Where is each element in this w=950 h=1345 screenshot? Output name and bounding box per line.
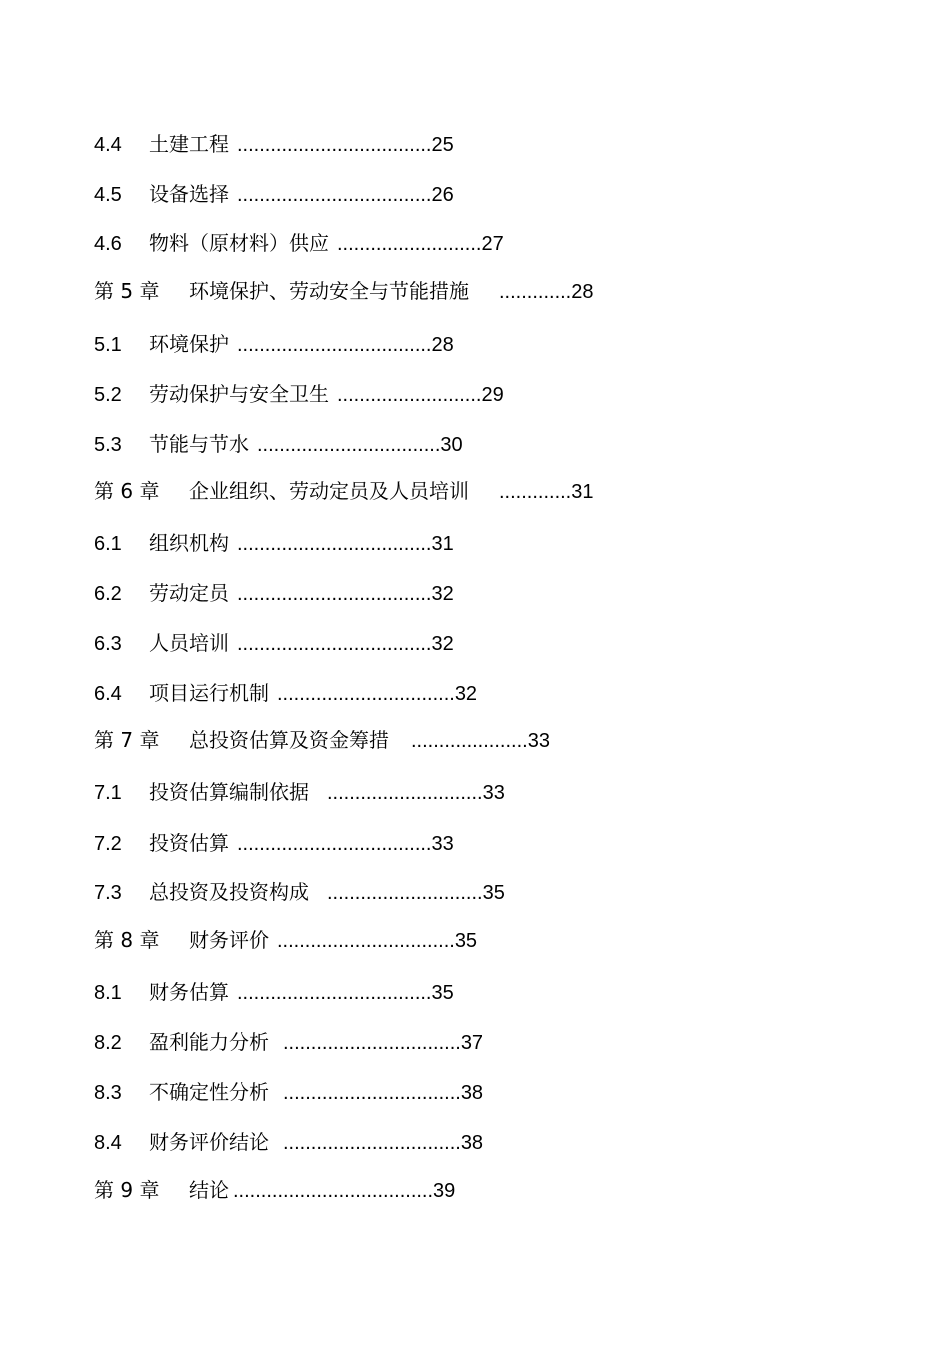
- toc-title: 环境保护: [149, 332, 229, 356]
- toc-number: 6.1: [94, 533, 122, 555]
- toc-page: 33: [431, 833, 454, 855]
- toc-title: 财务评价: [189, 928, 269, 952]
- toc-entry-5-3[interactable]: [94, 429, 463, 459]
- toc-page: 35: [454, 930, 478, 952]
- toc-chapter-7[interactable]: [94, 725, 550, 755]
- toc-number: 5.3: [94, 434, 122, 456]
- toc-number: 4.4: [94, 134, 122, 156]
- toc-title: 盈利能力分析: [149, 1030, 269, 1054]
- toc-number: 7.3: [94, 882, 122, 904]
- toc-number: 4.6: [94, 233, 122, 255]
- toc-number: 5.1: [94, 334, 122, 356]
- toc-title: 劳动定员: [149, 581, 229, 605]
- toc-leader: ....................................: [233, 1180, 434, 1202]
- toc-title: 物料（原材料）供应: [149, 231, 329, 255]
- toc-title: 结论: [189, 1178, 229, 1202]
- toc-chapter-6[interactable]: [94, 476, 594, 506]
- toc-chapter-9[interactable]: [94, 1175, 455, 1205]
- toc-chapter-number: 第 9 章: [94, 1178, 160, 1202]
- toc-title: 总投资及投资构成: [149, 880, 309, 904]
- toc-chapter-number: 第 8 章: [94, 928, 160, 952]
- toc-number: 8.4: [94, 1132, 122, 1154]
- toc-entry-7-2[interactable]: [94, 828, 454, 858]
- toc-leader: ...................................: [237, 334, 432, 356]
- toc-chapter-8[interactable]: [94, 925, 477, 955]
- toc-page: 39: [433, 1180, 456, 1202]
- toc-page: 31: [431, 533, 454, 555]
- toc-title: 项目运行机制: [149, 681, 269, 705]
- toc-leader: ............................: [327, 782, 483, 804]
- toc-entry-8-1[interactable]: [94, 977, 454, 1007]
- toc-number: 6.4: [94, 683, 122, 705]
- toc-page: 26: [431, 184, 454, 206]
- toc-title: 人员培训: [149, 631, 229, 655]
- toc-title: 组织机构: [149, 531, 229, 555]
- toc-page: 29: [481, 384, 504, 406]
- toc-leader: ...................................: [237, 833, 432, 855]
- toc-chapter-number: 第 6 章: [94, 479, 160, 503]
- toc-chapter-5[interactable]: [94, 276, 594, 306]
- toc-title: 财务评价结论: [149, 1130, 269, 1154]
- toc-leader: ................................: [283, 1132, 461, 1154]
- toc-leader: ...................................: [237, 184, 432, 206]
- toc-title: 节能与节水: [149, 432, 249, 456]
- toc-title: 财务估算: [149, 980, 229, 1004]
- toc-number: 5.2: [94, 384, 122, 406]
- toc-number: 8.3: [94, 1082, 122, 1104]
- toc-page: 25: [431, 134, 454, 156]
- toc-leader: ...................................: [237, 583, 432, 605]
- toc-number: 4.5: [94, 184, 122, 206]
- toc-page: 38: [460, 1082, 484, 1104]
- toc-entry-4-4[interactable]: [94, 129, 454, 159]
- toc-number: 7.1: [94, 782, 122, 804]
- toc-leader: ................................: [283, 1082, 461, 1104]
- toc-entry-4-6[interactable]: [94, 228, 504, 258]
- toc-title: 投资估算编制依据: [149, 780, 309, 804]
- toc-page: 28: [431, 334, 454, 356]
- toc-leader: ...................................: [237, 982, 432, 1004]
- toc-leader: ...................................: [237, 134, 432, 156]
- toc-entry-6-2[interactable]: [94, 578, 454, 608]
- toc-leader: .....................: [411, 730, 528, 752]
- toc-leader: ...................................: [237, 633, 432, 655]
- toc-number: 6.2: [94, 583, 122, 605]
- toc-page: 38: [460, 1132, 484, 1154]
- toc-number: 8.1: [94, 982, 122, 1004]
- toc-page: 28: [571, 281, 594, 303]
- toc-title: 土建工程: [149, 132, 229, 156]
- toc-leader: ................................: [277, 683, 455, 705]
- toc-page: 27: [481, 233, 504, 255]
- toc-chapter-number: 第 5 章: [94, 279, 160, 303]
- toc-page: 32: [431, 583, 454, 605]
- toc-number: 8.2: [94, 1032, 122, 1054]
- toc-entry-7-1[interactable]: [94, 777, 505, 807]
- toc-entry-5-2[interactable]: [94, 379, 504, 409]
- toc-title: 企业组织、劳动定员及人员培训: [189, 479, 469, 503]
- toc-leader: ................................: [277, 930, 455, 952]
- toc-entry-7-3[interactable]: [94, 877, 505, 907]
- toc-entry-5-1[interactable]: [94, 329, 454, 359]
- toc-page: 30: [440, 434, 463, 456]
- toc-title: 劳动保护与安全卫生: [149, 382, 329, 406]
- toc-page: 31: [571, 481, 594, 503]
- toc-leader: .................................: [257, 434, 441, 456]
- toc-number: 7.2: [94, 833, 122, 855]
- toc-leader: ............................: [327, 882, 483, 904]
- toc-page: 37: [460, 1032, 484, 1054]
- toc-entry-8-2[interactable]: [94, 1027, 483, 1057]
- toc-page: 32: [454, 683, 478, 705]
- toc-leader: ..........................: [337, 384, 482, 406]
- toc-title: 总投资估算及资金筹措: [189, 728, 389, 752]
- toc-leader: ...................................: [237, 533, 432, 555]
- toc-leader: ................................: [283, 1032, 461, 1054]
- toc-entry-8-3[interactable]: [94, 1077, 483, 1107]
- toc-leader: .............: [499, 281, 572, 303]
- toc-entry-4-5[interactable]: [94, 179, 454, 209]
- toc-title: 不确定性分析: [149, 1080, 269, 1104]
- toc-title: 投资估算: [149, 831, 229, 855]
- toc-page: 33: [482, 782, 505, 804]
- toc-leader: ..........................: [337, 233, 482, 255]
- toc-title: 环境保护、劳动安全与节能措施: [189, 279, 469, 303]
- toc-chapter-number: 第 7 章: [94, 728, 160, 752]
- toc-leader: .............: [499, 481, 572, 503]
- toc-page: 35: [482, 882, 505, 904]
- toc-entry-8-4[interactable]: [94, 1127, 483, 1157]
- toc-number: 6.3: [94, 633, 122, 655]
- toc-page: 32: [431, 633, 454, 655]
- toc-title: 设备选择: [149, 182, 229, 206]
- toc-page: 33: [527, 730, 550, 752]
- toc-page: 35: [431, 982, 454, 1004]
- toc-entry-6-1[interactable]: [94, 528, 454, 558]
- toc-entry-6-3[interactable]: [94, 628, 454, 658]
- toc-entry-6-4[interactable]: [94, 678, 477, 708]
